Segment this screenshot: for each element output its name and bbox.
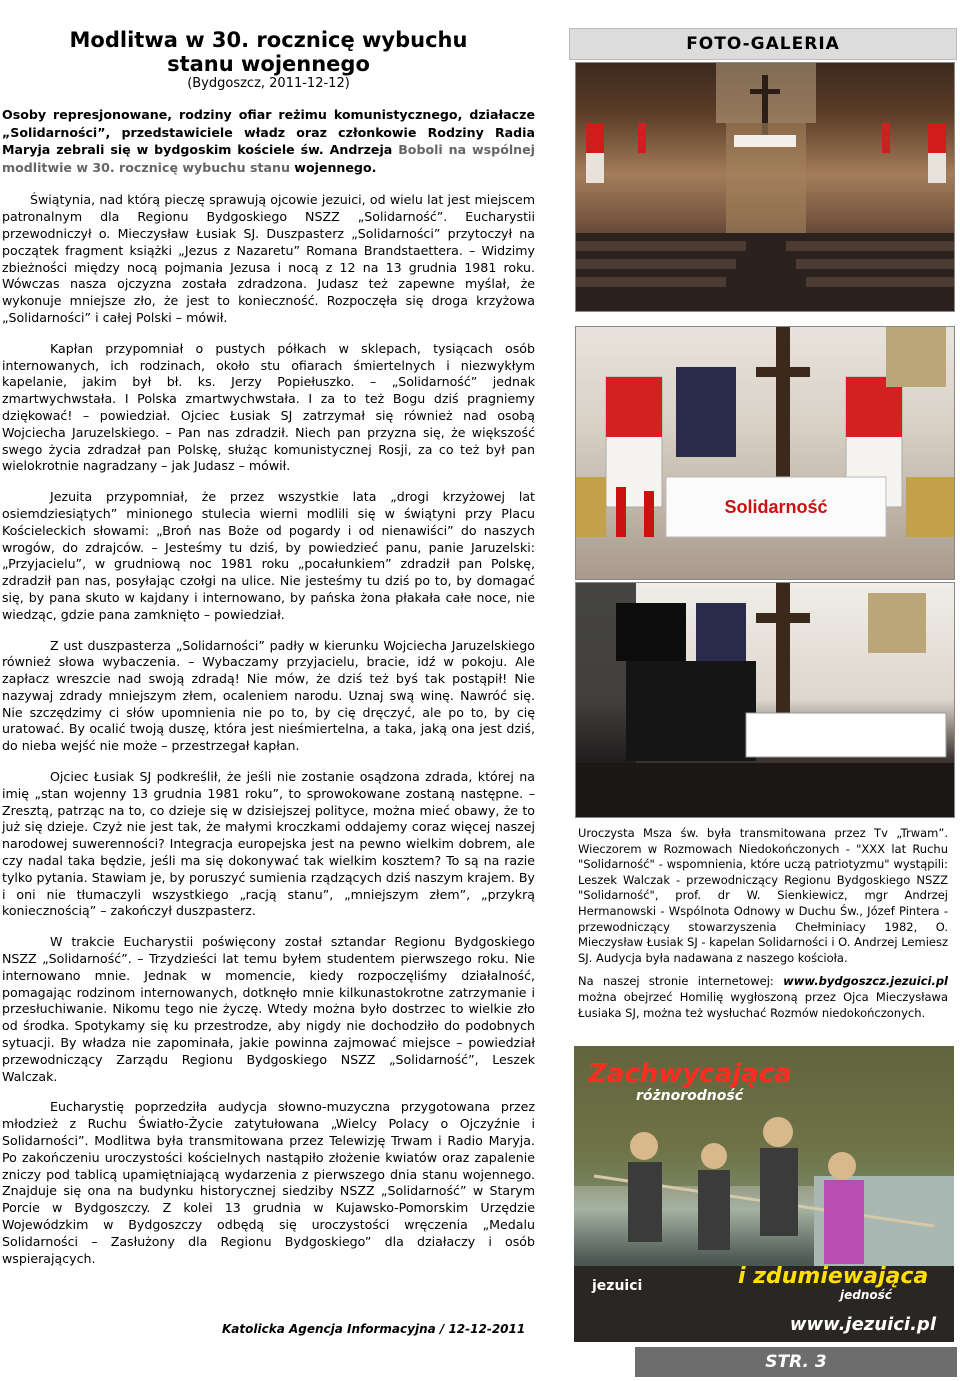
church-interior-illustration xyxy=(576,63,954,311)
gallery-photo-camera-broadcast[interactable] xyxy=(575,582,955,818)
page-number: STR. 3 xyxy=(635,1347,957,1377)
article-paragraph-1: Świątynia, nad którą pieczę sprawują ojcowie jezuici, od wielu lat jest miejscem patronalnym dla Regionu Bydgoskiego NSZZ „Solidarność”. Eucharystii przewodniczył o. Mieczysław Łusiak SJ. Duszpasterz „Solidarności” przytoczył na początek fragment książki „Jezus z Nazaretu” Romana Brandstaettera. – Widzimy zbieżności między nocą pojmania Jezusa i nocą z 12 na 13 grudnia 1981 roku. Wówczas nasza ojczyzna została zdradzona. Judasz też zapewne myślał, że wykonuje mniejsze zło, że jest to konieczność. Rozpoczęła się droga krzyżowa „Solidarności” i całej Polski – mówił. xyxy=(2,192,535,325)
ad-title: Zachwycająca xyxy=(588,1059,792,1089)
ad-subtitle: różnorodność xyxy=(636,1088,744,1104)
article-paragraph-2: Kapłan przypomniał o pustych półkach w sklepach, tysiącach osób internowanych, ich rodzinach, około stu ofiarach śmiertelnych i niezwykłym kapelanie, jakim był bł. ks. Jerzy Popiełuszko. – „Solidarność” jednak zmartwychwstała. I Polska zmartwychwstała. I za to też Bogu dziś pragniemy dziękować! – powiedział. Ojciec Łusiak SJ zatrzymał się również nad osobą Wojciecha Jaruzelskiego. – Pan nas zdradził. Niech pan przyzna się, że większość swego życia zdradzał pan Polskę, służąc komunistycznej Rosji, za co też był pan wielokrotnie nagradzany – jak Judasz – mówił. xyxy=(2,340,535,474)
lead-main: Osoby represjonowane, rodziny ofiar reżimu komunistycznego, działacze „Solidarności”, przedstawiciele władz oraz członkowie Rodziny Radia Maryja zebrali się w bydgoskim kościele św. Andrzeja xyxy=(2,107,535,158)
altar-banner-text: Solidarność xyxy=(724,497,828,517)
altar-mass-illustration xyxy=(576,327,954,579)
caption-paragraph-1: Uroczysta Msza św. była transmitowana przez Tv „Trwam”. Wieczorem w Rozmowach Niedokończonych - "XXX lat Ruchu "Solidarność" - wspomnienia, które uczą patriotyzmu" wystąpili: Leszek Walczak - przewodniczący Regionu Bydgoskiego NSZZ "Solidarność", prof. dr W. Sienkiewicz, mgr Andrzej Hermanowski - Wspólnota Odnowy w Duchu Św., Józef Pintera - przewodniczący stowarzyszenia Chełminiacy 1982, O. Mieczysław Łusiak SJ - kapelan Solidarności i O. Andrzej Lemiesz SJ. Audycja była nadawana z naszego kościoła. xyxy=(578,826,949,965)
lead-end: wojennego. xyxy=(289,159,377,175)
article-paragraph-4: Z ust duszpasterza „Solidarności” padły w kierunku Wojciecha Jaruzelskiego również słowa wybaczenia. – Wybaczamy przyjacielu, bracie, idź w pokoju. Ale zapłacz wreszcie nad swoją zdradą! Nie mów, że dziś też byś tak postąpił! Nie nazywaj zdrady mniejszym złem, ocaleniem narodu. Uznaj swą winę. Nawróć się. Nie szczędzimy ci słów upomnienia nie po to, by cię dręczyć, ale po to, by cię uratować. By ocalić twoją duszę, która jest nieśmiertelna, a taka, jaką ona jest dziś, do nieba wejść nie może – przestrzegał kapłan. xyxy=(2,637,535,754)
gallery-photo-church-interior[interactable] xyxy=(575,62,955,312)
article-dateline: (Bydgoszcz, 2011-12-12) xyxy=(187,76,350,91)
caption-paragraph-2 xyxy=(578,974,948,1021)
article-lead xyxy=(2,106,535,176)
article-title xyxy=(2,28,535,76)
article-title-line1: Modlitwa w 30. rocznicę wybuchu xyxy=(69,28,468,52)
lead-gray: Boboli na wspólnej modlitwie w 30. rocznicę wybuchu stanu xyxy=(2,142,535,175)
ad-url-link[interactable]: www.jezuici.pl xyxy=(789,1314,936,1335)
ad-slogan: i zdumiewająca xyxy=(738,1264,929,1289)
caption-tail-text: można obejrzeć Homilię wygłoszoną przez Ojca Mieczysława Łusiaka SJ, można też wysłuchać Rozmów niedokończonych. xyxy=(578,989,948,1020)
article-column xyxy=(2,28,535,1281)
article-title-line2: stanu wojennego xyxy=(167,52,370,76)
ad-word-jesuits: jezuici xyxy=(592,1278,643,1294)
ad-slogan-small: jedność xyxy=(840,1288,892,1302)
article-paragraph-7: Eucharystię poprzedziła audycja słowno-muzyczna przygotowana przez młodzież z Ruchu Światło-Życie zatytułowana „Wielcy Polacy o Ojczyźnie i Solidarności”. Modlitwa była transmitowana przez Telewizję Trwam i Radio Maryja. Po zakończeniu uroczystości kościelnych nastąpiło złożenie kwiatów oraz zapalenie zniczy pod tablicą upamiętniającą wydarzenia z pierwszego dnia stanu wojennego. Znajduje się ona na budynku historycznej siedziby NSZZ „Solidarność” w Starym Porcie w Bydgoszczy. Z kolei 13 grudnia w Kujawsko-Pomorskim Urzędzie Wojewódzkim w Bydgoszczy odbędą się uroczystości wręczenia „Medalu Solidarności – Zasłużony dla Regionu Bydgoskiego” dla działaczy i osób wspierających. xyxy=(2,1099,535,1266)
article-paragraph-6: W trakcie Eucharystii poświęcony został sztandar Regionu Bydgoskiego NSZZ „Solidarność”. – Trzydzieści lat temu byłem studentem pierwszego roku. Nie internowano mnie. Jednak w momencie, kiedy rozpoczęliśmy działalność, pomagając rodzinom internowanych, dotknęło mnie kilkunastokrotne zatrzymanie i przesłuchiwanie. Nikomu tego nie życzę. Wtedy można było dostrzec to wielkie zło od środka. Spotykamy się ku przestrodze, aby nigdy nie dochodziło do podobnych sytuacji. By władza nie zapominała, jakie powinna zajmować miejsce – powiedział przewodniczący Zarządu Regionu Bydgoskiego NSZZ „Solidarność”, Leszek Walczak. xyxy=(2,934,535,1084)
camera-broadcast-illustration xyxy=(576,583,954,817)
ad-photo-illustration xyxy=(574,1046,954,1342)
gallery-photo-altar-mass[interactable] xyxy=(575,326,955,580)
parish-website-link[interactable]: www.bydgoszcz.jezuici.pl xyxy=(783,974,948,989)
caption-lead-text: Na naszej stronie internetowej: xyxy=(578,974,784,989)
article-paragraph-5: Ojciec Łusiak SJ podkreślił, że jeśli nie zostanie osądzona zdrada, której na imię „stan wojenny 13 grudnia 1981 roku”, to sprowokowane zostaną następne. – Zresztą, patrząc na to, co dzieje się w dzisiejszej polityce, można mieć obawy, że to już się dzieje. Czyż nie jest tak, że małymi kroczkami oddajemy coraz więcej naszej narodowej suwerenności? Integracja europejska jest na pewno wielkim dobrem, ale czy nadal taka będzie, jeśli ma się dokonywać tak wielkim kosztem? To są na razie tylko pytania. Stawiam je, by poruszyć sumienia rządzących dziś naszym krajem. By i oni nie tłumaczyli wszystkiego „racją stanu”, „mniejszym złem”, „przykrą koniecznością” – zakończył duszpasterz. xyxy=(2,769,535,919)
article-paragraph-3: Jezuita przypomniał, że przez wszystkie lata „drogi krzyżowej lat osiemdziesiątych” minionego stulecia wierni modlili się w świątyni przy Placu Kościeleckich słowami: „Broń nas Boże od pogardy i od nienawiści” do naszych wrogów, do zdrajców. – Jesteśmy tu dziś, by powiedzieć panu, panie Jaruzelski: „Przyjacielu”, w grudniową noc 1981 roku „pocałunkiem” zdradził pan Polskę, zdradził pan nas, posyłając czołgi na ulice. Nie jesteśmy tu dziś po to, by domagać się, by pana skuto w kajdany i internowano, by pańska żona płakała całe noce, nie wiedząc, gdzie pana zamknięto – powiedział. xyxy=(2,489,535,622)
gallery-header: FOTO-GALERIA xyxy=(569,28,957,60)
gallery-caption xyxy=(578,826,948,1029)
jesuits-advertisement[interactable] xyxy=(574,1046,954,1342)
article-source-footer: Katolicka Agencja Informacyjna / 12-12-2011 xyxy=(222,1322,526,1336)
